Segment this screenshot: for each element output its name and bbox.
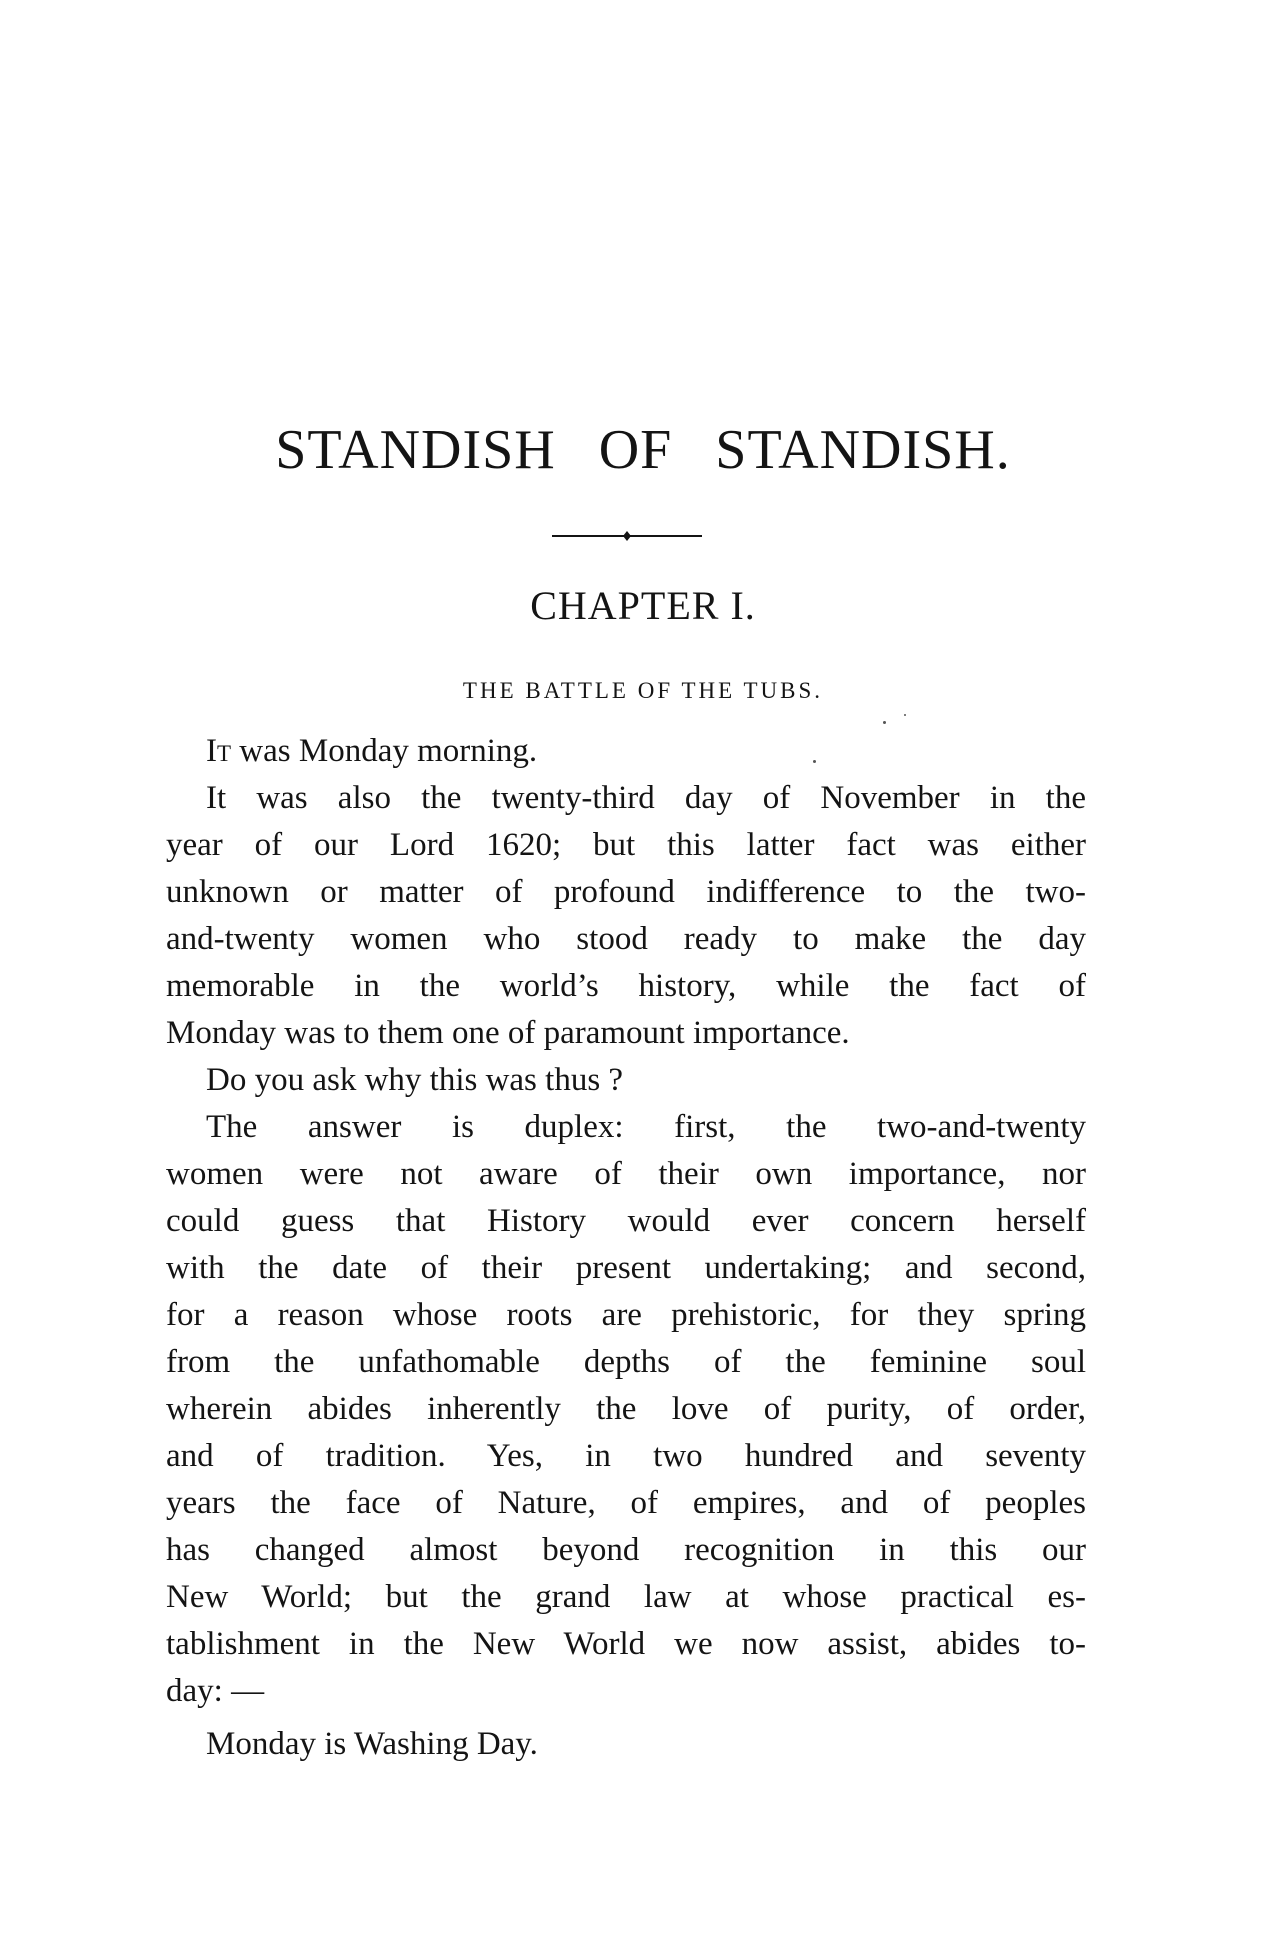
chapter-subtitle: THE BATTLE OF THE TUBS. [462,678,824,703]
body-line: memorable in the world’s history, while the fact of [166,968,1086,1004]
body-line: It was Monday morning. [206,733,538,769]
body-line: Monday was to them one of paramount importance. [166,1015,850,1051]
body-line: Do you ask why this was thus ? [206,1062,624,1098]
paper-speck [883,721,886,724]
chapter-heading: CHAPTER I. [530,583,756,628]
body-line: New World; but the grand law at whose practical es- [166,1579,1086,1615]
body-line: years the face of Nature, of empires, and of peoples [166,1485,1086,1521]
book-title: STANDISH OF STANDISH. [275,419,1011,481]
body-line: wherein abides inherently the love of purity, of order, [166,1391,1086,1427]
body-line: year of our Lord 1620; but this latter fact was either [166,827,1086,863]
body-line: from the unfathomable depths of the feminine soul [166,1344,1086,1380]
body-line: women were not aware of their own importance, nor [166,1156,1086,1192]
body-line: and of tradition. Yes, in two hundred and seventy [166,1438,1086,1474]
ornamental-rule [552,529,702,543]
body-line: Monday is Washing Day. [206,1726,538,1762]
body-line: with the date of their present undertaking; and second, [166,1250,1086,1286]
body-line: It was also the twenty-third day of November in the [206,780,1086,816]
body-line: The answer is duplex: first, the two-and-twenty [206,1109,1086,1145]
paper-speck [813,760,816,763]
body-line: for a reason whose roots are prehistoric, for they spring [166,1297,1086,1333]
paper-speck [904,714,906,716]
body-line: could guess that History would ever concern herself [166,1203,1086,1239]
drop-word: It [206,733,232,769]
body-line: unknown or matter of profound indifference to the two- [166,874,1086,910]
body-line: and-twenty women who stood ready to make the day [166,921,1086,957]
body-line: has changed almost beyond recognition in this our [166,1532,1086,1568]
body-line: day: — [166,1673,265,1709]
body-line: tablishment in the New World we now assist, abides to- [166,1626,1086,1662]
